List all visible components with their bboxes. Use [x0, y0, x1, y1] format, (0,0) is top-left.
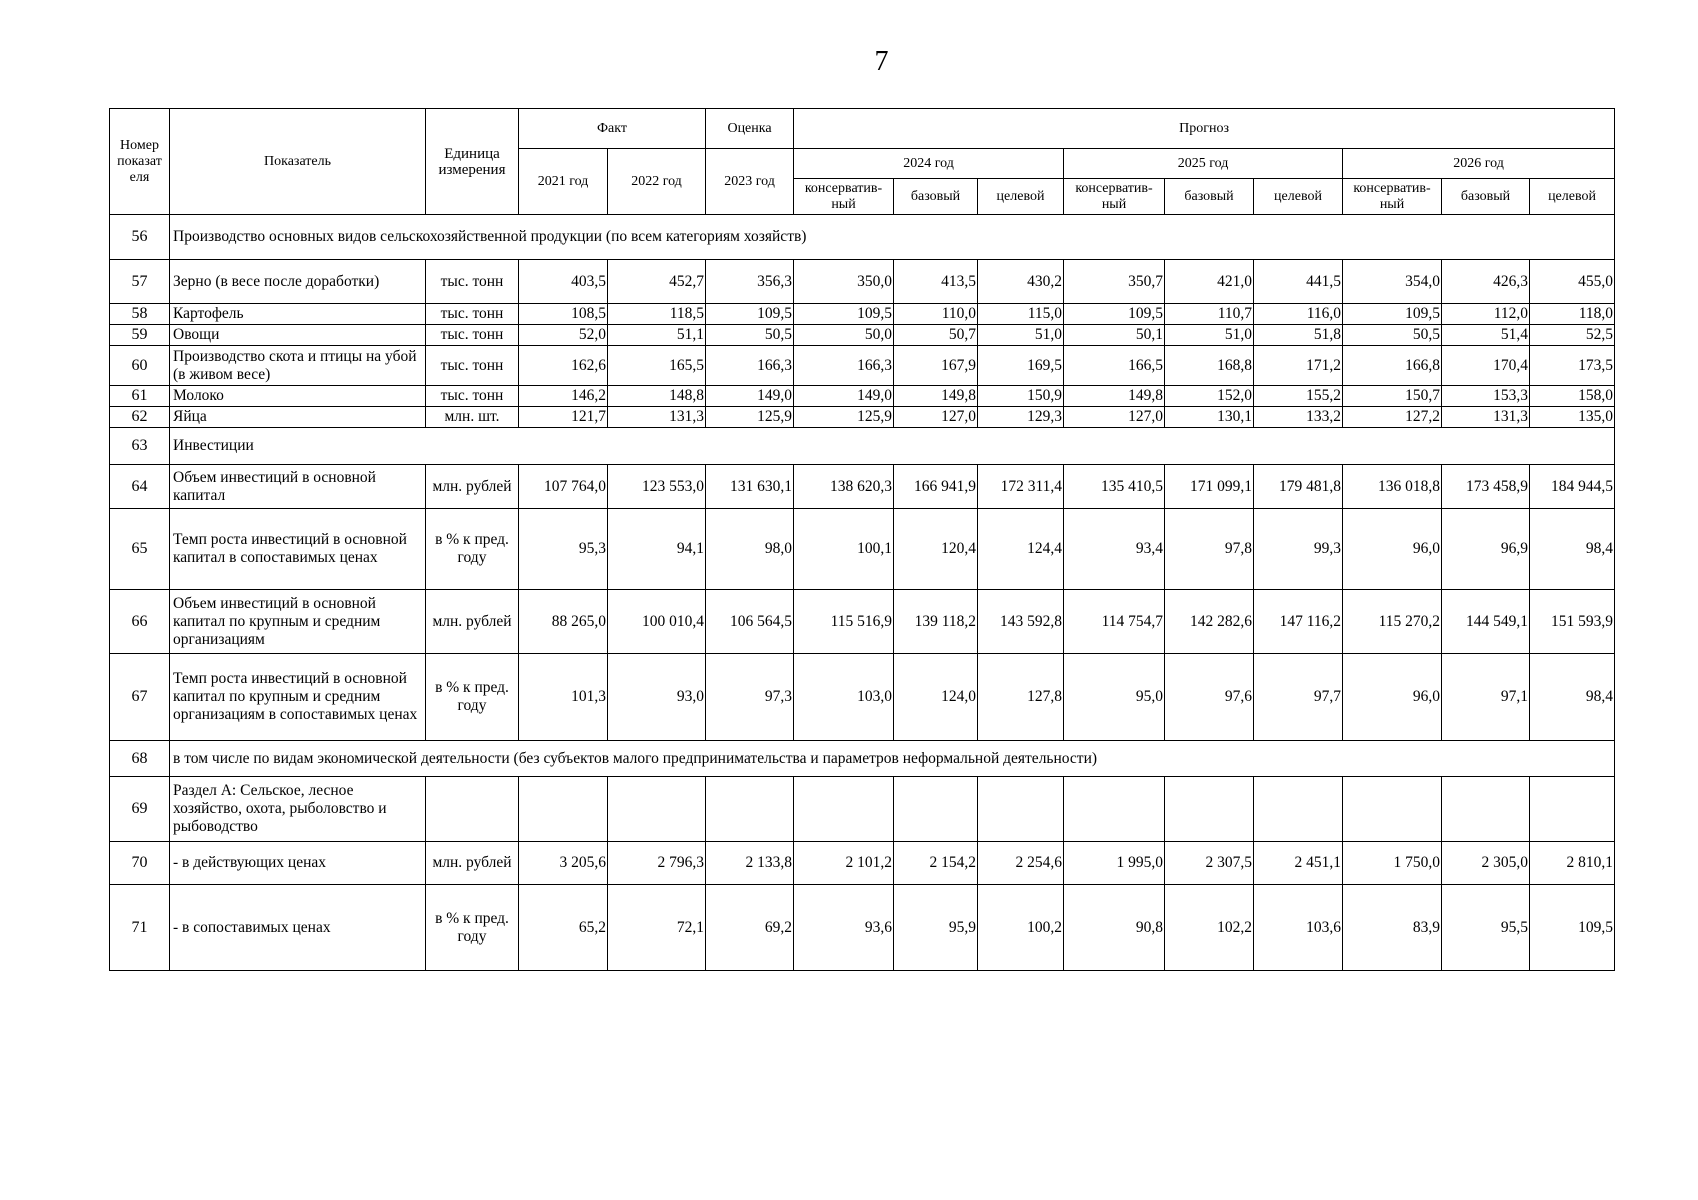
value-cell: 150,7: [1343, 386, 1442, 407]
value-cell: 350,7: [1064, 260, 1165, 304]
row-number: 66: [110, 590, 170, 654]
value-cell: 2 810,1: [1530, 842, 1615, 885]
unit-cell: тыс. тонн: [426, 386, 519, 407]
value-cell: 139 118,2: [894, 590, 978, 654]
value-cell: 130,1: [1165, 407, 1254, 428]
row-number: 64: [110, 465, 170, 509]
value-cell: 2 796,3: [608, 842, 706, 885]
value-cell: 135,0: [1530, 407, 1615, 428]
value-cell: 149,0: [794, 386, 894, 407]
unit-cell: тыс. тонн: [426, 260, 519, 304]
table-row: [110, 777, 1615, 842]
value-cell: 50,1: [1064, 325, 1165, 346]
value-cell: 97,3: [706, 654, 794, 741]
value-cell: 127,0: [1064, 407, 1165, 428]
indicator-name: Темп роста инвестиций в основной капитал в сопоставимых ценах: [170, 509, 426, 590]
value-cell: 167,9: [894, 346, 978, 386]
value-cell: 88 265,0: [519, 590, 608, 654]
value-cell: 131,3: [1442, 407, 1530, 428]
value-cell: 1 995,0: [1064, 842, 1165, 885]
table-row: [110, 654, 1615, 741]
value-cell: 95,5: [1442, 885, 1530, 971]
value-cell: 108,5: [519, 304, 608, 325]
value-cell: 2 254,6: [978, 842, 1064, 885]
indicator-name: Производство скота и птицы на убой (в живом весе): [170, 346, 426, 386]
value-cell: 166 941,9: [894, 465, 978, 509]
value-cell: 129,3: [978, 407, 1064, 428]
value-cell: 83,9: [1343, 885, 1442, 971]
value-cell: 100,1: [794, 509, 894, 590]
value-cell: 110,0: [894, 304, 978, 325]
section-row: [110, 741, 1615, 777]
header-2021: 2021 год: [519, 149, 608, 215]
value-cell: 3 205,6: [519, 842, 608, 885]
unit-cell: тыс. тонн: [426, 346, 519, 386]
indicator-name: Раздел А: Сельское, лесное хозяйство, охота, рыболовство и рыбоводство: [170, 777, 426, 842]
value-cell: 96,0: [1343, 654, 1442, 741]
value-cell: 98,4: [1530, 654, 1615, 741]
value-cell: 97,6: [1165, 654, 1254, 741]
unit-cell: тыс. тонн: [426, 304, 519, 325]
value-cell: 166,3: [794, 346, 894, 386]
value-cell: 98,0: [706, 509, 794, 590]
header-unit: Единица измерения: [426, 109, 519, 215]
header-2024-base: базовый: [894, 179, 978, 215]
value-cell: 455,0: [1530, 260, 1615, 304]
value-cell: 131 630,1: [706, 465, 794, 509]
value-cell: 162,6: [519, 346, 608, 386]
value-cell: 153,3: [1442, 386, 1530, 407]
value-cell: [1064, 777, 1165, 842]
value-cell: 115 270,2: [1343, 590, 1442, 654]
value-cell: 403,5: [519, 260, 608, 304]
value-cell: 118,5: [608, 304, 706, 325]
value-cell: 93,0: [608, 654, 706, 741]
value-cell: 94,1: [608, 509, 706, 590]
indicator-name: Картофель: [170, 304, 426, 325]
value-cell: 97,8: [1165, 509, 1254, 590]
value-cell: 124,0: [894, 654, 978, 741]
row-number: 70: [110, 842, 170, 885]
header-forecast: Прогноз: [794, 109, 1615, 149]
unit-cell: млн. рублей: [426, 590, 519, 654]
value-cell: 143 592,8: [978, 590, 1064, 654]
value-cell: 171 099,1: [1165, 465, 1254, 509]
section-title: в том числе по видам экономической деятельности (без субъектов малого предпринимательства и параметров неформальной деятельности): [170, 741, 1615, 777]
header-2026: 2026 год: [1343, 149, 1615, 179]
value-cell: 125,9: [794, 407, 894, 428]
value-cell: 93,4: [1064, 509, 1165, 590]
table-row: [110, 346, 1615, 386]
value-cell: 69,2: [706, 885, 794, 971]
page-number: 7: [874, 46, 889, 77]
value-cell: 102,2: [1165, 885, 1254, 971]
value-cell: 135 410,5: [1064, 465, 1165, 509]
value-cell: 95,9: [894, 885, 978, 971]
unit-cell: [426, 777, 519, 842]
value-cell: 98,4: [1530, 509, 1615, 590]
value-cell: 169,5: [978, 346, 1064, 386]
value-cell: 441,5: [1254, 260, 1343, 304]
value-cell: 149,8: [894, 386, 978, 407]
row-number: 57: [110, 260, 170, 304]
value-cell: 100 010,4: [608, 590, 706, 654]
indicator-name: Объем инвестиций в основной капитал по крупным и средним организациям: [170, 590, 426, 654]
unit-cell: в % к пред. году: [426, 509, 519, 590]
header-2022: 2022 год: [608, 149, 706, 215]
table-row: [110, 386, 1615, 407]
header-2026-conservative: консерватив-ный: [1343, 179, 1442, 215]
unit-cell: млн. рублей: [426, 842, 519, 885]
value-cell: 131,3: [608, 407, 706, 428]
row-number: 63: [110, 428, 170, 465]
value-cell: 2 305,0: [1442, 842, 1530, 885]
value-cell: 2 101,2: [794, 842, 894, 885]
row-number: 67: [110, 654, 170, 741]
value-cell: 350,0: [794, 260, 894, 304]
table-row: [110, 465, 1615, 509]
value-cell: 96,0: [1343, 509, 1442, 590]
value-cell: [1343, 777, 1442, 842]
unit-cell: в % к пред. году: [426, 885, 519, 971]
unit-cell: млн. шт.: [426, 407, 519, 428]
value-cell: 173 458,9: [1442, 465, 1530, 509]
value-cell: 109,5: [1530, 885, 1615, 971]
value-cell: 165,5: [608, 346, 706, 386]
value-cell: 421,0: [1165, 260, 1254, 304]
section-row: [110, 428, 1615, 465]
value-cell: 124,4: [978, 509, 1064, 590]
value-cell: 149,8: [1064, 386, 1165, 407]
indicator-name: Темп роста инвестиций в основной капитал по крупным и средним организациям в сопоставимых ценах: [170, 654, 426, 741]
value-cell: 125,9: [706, 407, 794, 428]
value-cell: 123 553,0: [608, 465, 706, 509]
unit-cell: тыс. тонн: [426, 325, 519, 346]
value-cell: 426,3: [1442, 260, 1530, 304]
value-cell: 90,8: [1064, 885, 1165, 971]
value-cell: 2 307,5: [1165, 842, 1254, 885]
value-cell: 150,9: [978, 386, 1064, 407]
value-cell: 171,2: [1254, 346, 1343, 386]
unit-cell: млн. рублей: [426, 465, 519, 509]
value-cell: 50,5: [1343, 325, 1442, 346]
value-cell: 95,3: [519, 509, 608, 590]
header-number: Номер показат еля: [110, 109, 170, 215]
value-cell: 121,7: [519, 407, 608, 428]
value-cell: 106 564,5: [706, 590, 794, 654]
value-cell: [978, 777, 1064, 842]
indicator-name: - в сопоставимых ценах: [170, 885, 426, 971]
table-row: [110, 590, 1615, 654]
value-cell: 172 311,4: [978, 465, 1064, 509]
value-cell: 127,8: [978, 654, 1064, 741]
header-2024: 2024 год: [794, 149, 1064, 179]
indicator-name: Молоко: [170, 386, 426, 407]
row-number: 60: [110, 346, 170, 386]
row-number: 69: [110, 777, 170, 842]
value-cell: [519, 777, 608, 842]
value-cell: [706, 777, 794, 842]
value-cell: 430,2: [978, 260, 1064, 304]
row-number: 68: [110, 741, 170, 777]
value-cell: 184 944,5: [1530, 465, 1615, 509]
value-cell: 101,3: [519, 654, 608, 741]
value-cell: 103,6: [1254, 885, 1343, 971]
value-cell: 152,0: [1165, 386, 1254, 407]
row-number: 58: [110, 304, 170, 325]
value-cell: 109,5: [794, 304, 894, 325]
value-cell: 50,7: [894, 325, 978, 346]
indicator-name: Овощи: [170, 325, 426, 346]
value-cell: 51,1: [608, 325, 706, 346]
value-cell: 168,8: [1165, 346, 1254, 386]
header-2024-conservative: консерватив-ный: [794, 179, 894, 215]
value-cell: 72,1: [608, 885, 706, 971]
section-row: [110, 215, 1615, 260]
value-cell: 158,0: [1530, 386, 1615, 407]
value-cell: 97,1: [1442, 654, 1530, 741]
value-cell: [794, 777, 894, 842]
header-indicator: Показатель: [170, 109, 426, 215]
table-row: [110, 325, 1615, 346]
value-cell: 151 593,9: [1530, 590, 1615, 654]
value-cell: 52,0: [519, 325, 608, 346]
header-fact: Факт: [519, 109, 706, 149]
value-cell: 170,4: [1442, 346, 1530, 386]
row-number: 65: [110, 509, 170, 590]
value-cell: 173,5: [1530, 346, 1615, 386]
value-cell: 2 133,8: [706, 842, 794, 885]
header-estimate: Оценка: [706, 109, 794, 149]
table-row: [110, 885, 1615, 971]
value-cell: 118,0: [1530, 304, 1615, 325]
value-cell: 51,0: [1165, 325, 1254, 346]
value-cell: 112,0: [1442, 304, 1530, 325]
value-cell: [1254, 777, 1343, 842]
value-cell: 138 620,3: [794, 465, 894, 509]
value-cell: 120,4: [894, 509, 978, 590]
value-cell: [1165, 777, 1254, 842]
header-2025-target: целевой: [1254, 179, 1343, 215]
row-number: 62: [110, 407, 170, 428]
row-number: 61: [110, 386, 170, 407]
value-cell: 65,2: [519, 885, 608, 971]
indicator-name: Зерно (в весе после доработки): [170, 260, 426, 304]
value-cell: 142 282,6: [1165, 590, 1254, 654]
value-cell: 166,3: [706, 346, 794, 386]
value-cell: 115,0: [978, 304, 1064, 325]
value-cell: 50,5: [706, 325, 794, 346]
value-cell: 110,7: [1165, 304, 1254, 325]
value-cell: [1442, 777, 1530, 842]
value-cell: 51,0: [978, 325, 1064, 346]
value-cell: 146,2: [519, 386, 608, 407]
value-cell: 100,2: [978, 885, 1064, 971]
value-cell: 149,0: [706, 386, 794, 407]
value-cell: 127,2: [1343, 407, 1442, 428]
indicator-name: Объем инвестиций в основной капитал: [170, 465, 426, 509]
value-cell: 1 750,0: [1343, 842, 1442, 885]
value-cell: 166,8: [1343, 346, 1442, 386]
section-title: Производство основных видов сельскохозяйственной продукции (по всем категориям хозяйств): [170, 215, 1615, 260]
table-row: [110, 509, 1615, 590]
section-title: Инвестиции: [170, 428, 1615, 465]
value-cell: 103,0: [794, 654, 894, 741]
row-number: 56: [110, 215, 170, 260]
header-2026-target: целевой: [1530, 179, 1615, 215]
value-cell: 155,2: [1254, 386, 1343, 407]
value-cell: 148,8: [608, 386, 706, 407]
table-row: [110, 407, 1615, 428]
value-cell: 50,0: [794, 325, 894, 346]
indicator-name: - в действующих ценах: [170, 842, 426, 885]
row-number: 71: [110, 885, 170, 971]
value-cell: 354,0: [1343, 260, 1442, 304]
value-cell: 116,0: [1254, 304, 1343, 325]
value-cell: 52,5: [1530, 325, 1615, 346]
value-cell: [894, 777, 978, 842]
value-cell: 109,5: [706, 304, 794, 325]
value-cell: 133,2: [1254, 407, 1343, 428]
value-cell: 136 018,8: [1343, 465, 1442, 509]
value-cell: 452,7: [608, 260, 706, 304]
value-cell: 115 516,9: [794, 590, 894, 654]
value-cell: 147 116,2: [1254, 590, 1343, 654]
unit-cell: в % к пред. году: [426, 654, 519, 741]
header-row-1: [110, 109, 1615, 149]
value-cell: [608, 777, 706, 842]
value-cell: 109,5: [1343, 304, 1442, 325]
value-cell: 95,0: [1064, 654, 1165, 741]
value-cell: 93,6: [794, 885, 894, 971]
value-cell: 97,7: [1254, 654, 1343, 741]
value-cell: 51,8: [1254, 325, 1343, 346]
value-cell: 127,0: [894, 407, 978, 428]
value-cell: 166,5: [1064, 346, 1165, 386]
value-cell: 356,3: [706, 260, 794, 304]
value-cell: 144 549,1: [1442, 590, 1530, 654]
value-cell: [1530, 777, 1615, 842]
value-cell: 114 754,7: [1064, 590, 1165, 654]
value-cell: 99,3: [1254, 509, 1343, 590]
row-number: 59: [110, 325, 170, 346]
header-2025-conservative: консерватив-ный: [1064, 179, 1165, 215]
indicator-name: Яйца: [170, 407, 426, 428]
value-cell: 51,4: [1442, 325, 1530, 346]
forecast-table: [109, 108, 1615, 971]
value-cell: 109,5: [1064, 304, 1165, 325]
table-row: [110, 842, 1615, 885]
value-cell: 2 154,2: [894, 842, 978, 885]
table-row: [110, 260, 1615, 304]
header-2024-target: целевой: [978, 179, 1064, 215]
value-cell: 2 451,1: [1254, 842, 1343, 885]
header-2023: 2023 год: [706, 149, 794, 215]
header-2026-base: базовый: [1442, 179, 1530, 215]
value-cell: 96,9: [1442, 509, 1530, 590]
header-2025: 2025 год: [1064, 149, 1343, 179]
value-cell: 413,5: [894, 260, 978, 304]
table-row: [110, 304, 1615, 325]
value-cell: 179 481,8: [1254, 465, 1343, 509]
header-2025-base: базовый: [1165, 179, 1254, 215]
value-cell: 107 764,0: [519, 465, 608, 509]
